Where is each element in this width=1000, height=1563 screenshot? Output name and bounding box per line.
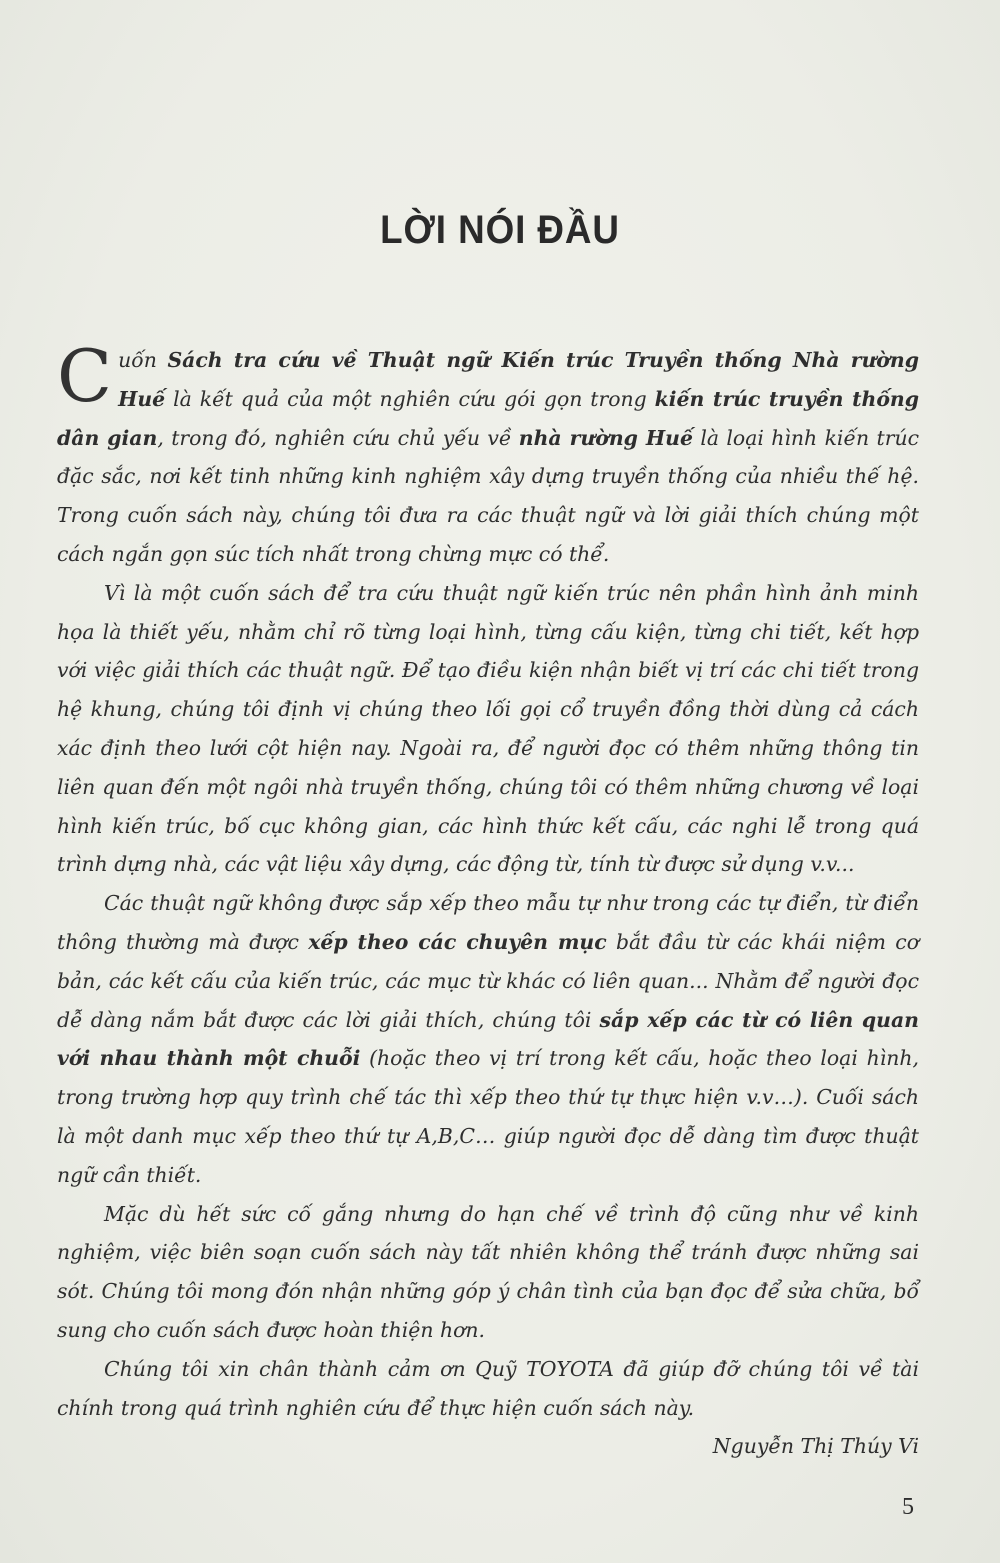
- arrangement-text-2: bắt đầu từ các khái niệm cơ bản, các kết cấu của kiến trúc, các mục từ khác có liên quan... Nhằm để người đọc dễ dàng nắm bắt được các lời giải thích, chúng tôi: [57, 929, 920, 1032]
- intro-bold-hue-house: nhà rường Huế: [518, 425, 693, 450]
- intro-text-1: uốn: [118, 348, 168, 372]
- paragraph-thanks: Chúng tôi xin chân thành cảm ơn Quỹ TOYOTA đã giúp đỡ chúng tôi về tài chính trong quá trình nghiên cứu để thực hiện cuốn sách này.: [57, 1356, 919, 1420]
- drop-cap: C: [57, 334, 113, 418]
- arrangement-text-3: (hoặc theo vị trí trong kết cấu, hoặc theo loại hình, trong trường hợp quy trình chế tác thì xếp theo thứ tự thực hiện v.v…). Cuối sách là một danh mục xếp theo thứ tự A,B,C… giúp người đọc dễ dàng tìm được thuật ngữ cần thiết.: [57, 1046, 919, 1187]
- preface-body: [57, 334, 920, 1466]
- intro-text-3: , trong đó, nghiên cứu chủ yếu về: [157, 425, 519, 450]
- paragraph-arrangement: [57, 884, 919, 1194]
- intro-text-4: là loại hình kiến trúc đặc sắc, nơi kết tinh những kinh nghiệm xây dựng truyền thống của nhiều thế hệ. Trong cuốn sách này, chúng tôi đưa ra các thuật ngữ và lời giải thích chúng một cách ngắn gọn súc tích nhất trong chừng mực có thể.: [57, 425, 920, 566]
- page-title: LỜI NÓI ĐẦU: [380, 208, 620, 252]
- intro-bold-folk-architecture: kiến trúc truyền thống dân gian: [57, 386, 919, 450]
- paragraph-apology: Mặc dù hết sức cố gắng nhưng do hạn chế về trình độ cũng như về kinh nghiệm, việc biên soạn cuốn sách này tất nhiên không thể tránh được những sai sót. Chúng tôi mong đón nhận những góp ý chân tình của bạn đọc để sửa chữa, bổ sung cho cuốn sách được hoàn thiện hơn.: [57, 1201, 919, 1342]
- page-number: 5: [902, 1494, 914, 1520]
- paragraph-intro: [57, 334, 920, 574]
- arrangement-bold-1: xếp theo các chuyên mục: [308, 929, 607, 954]
- paragraph-illustrations: Vì là một cuốn sách để tra cứu thuật ngữ kiến trúc nên phần hình ảnh minh họa là thiết yếu, nhằm chỉ rõ từng loại hình, từng cấu kiện, từng chi tiết, kết hợp với việc giải thích các thuật ngữ. Để tạo điều kiện nhận biết vị trí các chi tiết trong hệ khung, chúng tôi định vị chúng theo lối gọi cổ truyền đồng thời dùng cả cách xác định theo lưới cột hiện nay. Ngoài ra, để người đọc có thêm những thông tin liên quan đến một ngôi nhà truyền thống, chúng tôi có thêm những chương về loại hình kiến trúc, bố cục không gian, các hình thức kết cấu, các nghi lễ trong quá trình dựng nhà, các vật liệu xây dựng, các động từ, tính từ được sử dụng v.v...: [57, 580, 919, 877]
- arrangement-bold-2: sắp xếp các từ có liên quan với nhau thành một chuỗi: [57, 1007, 919, 1071]
- arrangement-text-1: Các thuật ngữ không được sắp xếp theo mẫu tự như trong các tự điển, từ điển thông thường mà được: [57, 891, 919, 954]
- intro-bold-book-title: Sách tra cứu về Thuật ngữ Kiến trúc Truyền thống Nhà rường Huế: [118, 348, 919, 411]
- author-signature: Nguyễn Thị Thúy Vi: [712, 1434, 919, 1459]
- intro-text-2: là kết quả của một nghiên cứu gói gọn trong: [165, 386, 655, 411]
